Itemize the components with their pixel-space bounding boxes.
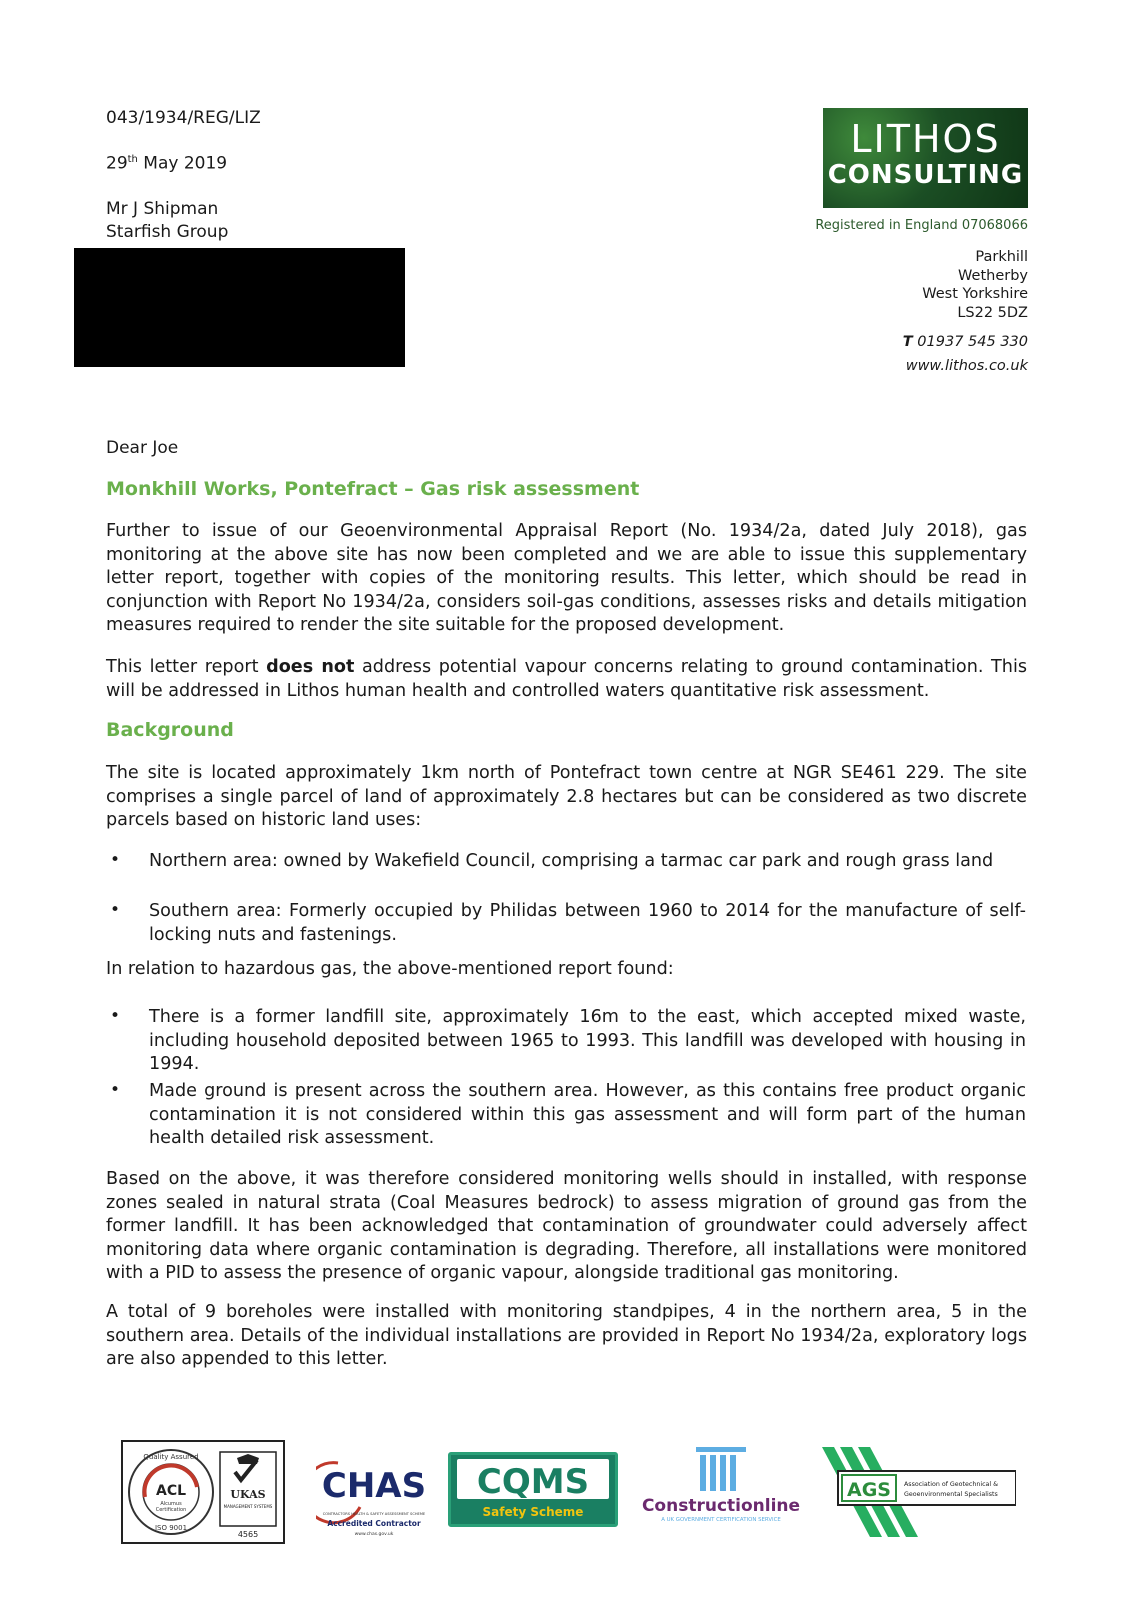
pillar-column	[730, 1455, 736, 1491]
cqms-logo	[448, 1452, 618, 1527]
chas-tagline-text: CONTRACTORS HEALTH & SAFETY ASSESSMENT SCHEME	[322, 1512, 426, 1516]
logo-line2: CONSULTING	[827, 160, 1024, 190]
acl-sub1-text: Alcumus	[160, 1501, 182, 1507]
cqms-sub-text: Safety Scheme	[482, 1505, 584, 1519]
date-rest: May 2019	[137, 153, 228, 174]
paragraph-intro: Further to issue of our Geoenvironmental Appraisal Report (No. 1934/2a, dated July 2018), gas monitoring at the above site has now been completed and we are able to issue this supplementary letter report, together with copies of the monitoring results. This letter, which should be read in conjunction with Report No 1934/2a, considers soil-gas conditions, assesses risks and details mitigation measures required to render the site suitable for the proposed development.	[106, 521, 1027, 636]
pillar-column	[710, 1455, 716, 1491]
acl-ukas-logo	[121, 1440, 285, 1544]
acl-main-text: ACL	[155, 1483, 187, 1499]
acl-ukas-graphic	[123, 1442, 283, 1542]
bullet-glyph: •	[110, 850, 121, 870]
ags-graphic	[822, 1447, 1016, 1537]
bullet-made-ground: Made ground is present across the southern area. However, as this contains free product organic contamination it is not considered within this gas assessment and will form part of the human health detailed risk assessment.	[149, 1081, 1026, 1149]
letter-date	[106, 148, 227, 176]
bullet-glyph: •	[110, 1006, 121, 1026]
pillar-column	[700, 1455, 706, 1491]
bullet-glyph: •	[110, 1080, 121, 1100]
address-line: Wetherby	[958, 267, 1028, 284]
redacted-address-block	[74, 248, 405, 367]
phone-number: 01937 545 330	[912, 334, 1028, 350]
ukas-crown-icon	[237, 1454, 259, 1464]
acl-ring-bottom-text: ISO 9001	[154, 1524, 188, 1532]
address-line: LS22 5DZ	[957, 304, 1028, 321]
chas-graphic	[316, 1455, 432, 1541]
date-day: 29	[106, 153, 128, 174]
chas-url-text: www.chas.gov.uk	[354, 1532, 394, 1537]
constructionline-main-text: Constructionline	[641, 1496, 801, 1516]
pillar-column	[720, 1455, 726, 1491]
chas-main-text: CHAS	[321, 1466, 427, 1506]
scope-text-bold: does not	[266, 657, 355, 677]
subject-heading: Monkhill Works, Pontefract – Gas risk assessment	[106, 478, 640, 500]
phone-prefix: T	[902, 334, 913, 350]
salutation: Dear Joe	[106, 438, 179, 458]
acl-ring-top-text: Quality Assured	[143, 1453, 199, 1461]
bullet-southern-area: Southern area: Formerly occupied by Philidas between 1960 to 2014 for the manufacture of self-locking nuts and fastenings.	[149, 901, 1026, 945]
ags-logo	[822, 1447, 1016, 1537]
company-phone	[760, 334, 1028, 350]
paragraph-boreholes: A total of 9 boreholes were installed with monitoring standpipes, 4 in the northern area, 5 in the southern area. Details of the individual installations are provided in Report No 1934/2a, exploratory logs are also appended to this letter.	[106, 1302, 1027, 1370]
bullet-glyph: •	[110, 900, 121, 920]
company-website[interactable]: www.lithos.co.uk	[905, 358, 1028, 374]
paragraph-scope	[106, 656, 1027, 703]
scope-text-post: address potential vapour concerns relating to ground contamination. This will be addressed in Lithos human health and controlled waters quantitative risk assessment.	[106, 657, 1028, 701]
scope-text-pre: This letter report	[106, 657, 267, 677]
cqms-main-text: CQMS	[476, 1462, 590, 1502]
lithos-logo	[823, 108, 1028, 208]
ukas-number-text: 4565	[237, 1530, 259, 1539]
chas-accredited-text: Accredited Contractor	[327, 1519, 421, 1528]
constructionline-graphic	[636, 1445, 806, 1525]
bullet-northern-area: Northern area: owned by Wakefield Council, comprising a tarmac car park and rough grass land	[149, 851, 994, 871]
background-heading: Background	[106, 719, 234, 741]
logo-line1: LITHOS	[850, 117, 1001, 161]
ags-main-text: AGS	[847, 1479, 891, 1501]
constructionline-sub-text: A UK GOVERNMENT CERTIFICATION SERVICE	[661, 1517, 781, 1523]
address-line: Parkhill	[975, 249, 1028, 265]
bullet-landfill: There is a former landfill site, approximately 16m to the east, which accepted mixed waste, including household deposited between 1965 to 1993. This landfill was developed with housing in 1994.	[149, 1007, 1026, 1075]
cqms-graphic	[451, 1455, 615, 1524]
recipient-company: Starfish Group	[106, 222, 229, 242]
reference-number: 043/1934/REG/LIZ	[106, 108, 261, 128]
ags-sub1-text: Association of Geotechnical &	[904, 1481, 999, 1488]
constructionline-logo	[636, 1445, 806, 1525]
paragraph-site: The site is located approximately 1km north of Pontefract town centre at NGR SE461 229. The site comprises a single parcel of land of approximately 2.8 hectares but can be considered as two discrete parcels based on historic land uses:	[106, 763, 1027, 831]
paragraph-hazardous-gas: In relation to hazardous gas, the above-mentioned report found:	[106, 959, 674, 979]
registration-text: Registered in England 07068066	[815, 218, 1028, 233]
recipient-name: Mr J Shipman	[106, 199, 219, 219]
acl-sub2-text: Certification	[155, 1507, 187, 1513]
company-address	[760, 248, 1028, 322]
pillar-cap	[696, 1447, 746, 1452]
paragraph-monitoring: Based on the above, it was therefore considered monitoring wells should in installed, with response zones sealed in natural strata (Coal Measures bedrock) to assess migration of ground gas from the former landfill. It has been acknowledged that contamination of groundwater could adversely affect monitoring data where organic contamination is degrading. Therefore, all installations were monitored with a PID to assess the presence of organic vapour, alongside traditional gas monitoring.	[106, 1169, 1027, 1284]
ags-sub2-text: Geoenvironmental Specialists	[904, 1491, 998, 1498]
chas-logo	[316, 1455, 432, 1541]
date-suffix: th	[127, 154, 138, 165]
address-line: West Yorkshire	[922, 286, 1028, 302]
ukas-main-text: UKAS	[230, 1488, 266, 1501]
ukas-sub-text: MANAGEMENT SYSTEMS	[223, 1504, 273, 1509]
